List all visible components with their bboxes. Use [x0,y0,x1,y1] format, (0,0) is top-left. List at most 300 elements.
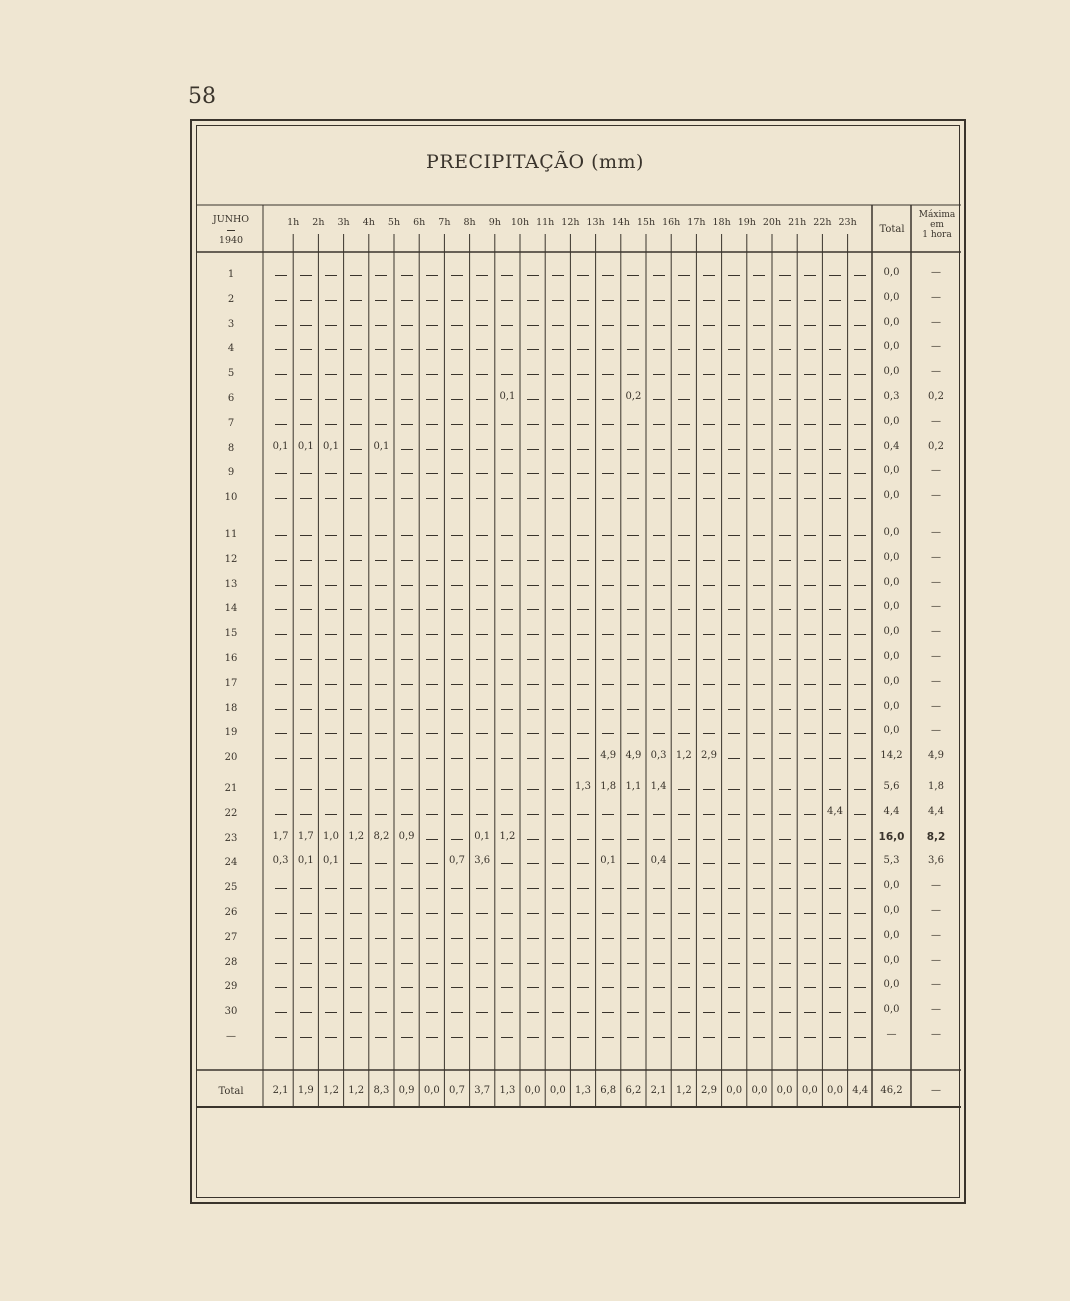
empty-cell-dash [552,733,564,734]
row-total: 0,0 [883,700,900,712]
empty-cell-dash [829,325,841,326]
row-total: 0,0 [883,316,900,328]
empty-cell-dash [325,684,337,685]
empty-cell-dash [653,839,665,840]
row-day-label: 11 [224,529,238,540]
empty-cell-dash [501,987,513,988]
empty-cell-dash [426,374,438,375]
empty-cell-dash [401,1037,413,1038]
empty-cell-dash [602,814,614,815]
table-cell: 1,7 [272,830,289,842]
empty-cell-dash [275,789,287,790]
empty-cell-dash [501,758,513,759]
empty-cell-dash [275,399,287,400]
row-day-label: 30 [224,1006,238,1018]
empty-cell-dash [527,913,539,914]
empty-cell-dash [527,399,539,400]
empty-cell-dash [275,560,287,561]
column-total: 0,0 [726,1085,743,1096]
empty-cell-dash [703,275,715,276]
empty-cell-dash [678,987,690,988]
empty-cell-dash [703,535,715,536]
empty-cell-dash [501,585,513,586]
empty-cell-dash [728,473,740,474]
empty-cell-dash [476,963,488,964]
empty-cell-dash [829,374,841,375]
empty-cell-dash [350,733,362,734]
empty-cell-dash [753,863,765,864]
empty-cell-dash [779,839,791,840]
row-day-label: 27 [224,931,238,943]
empty-cell-dash [401,733,413,734]
empty-cell-dash [300,1012,312,1013]
empty-cell-dash [829,634,841,635]
empty-cell-dash [678,399,690,400]
empty-cell-dash [854,913,866,914]
table-cell: 0,1 [600,855,617,867]
empty-cell-dash [552,498,564,499]
empty-cell-dash [300,814,312,815]
empty-cell-dash [401,938,413,939]
empty-cell-dash [829,684,841,685]
empty-cell-dash [375,585,387,586]
empty-cell-dash [300,560,312,561]
empty-cell-dash [678,913,690,914]
row-total: 0,0 [883,601,900,613]
empty-cell-dash [426,709,438,710]
table-cell: 0,1 [297,440,314,452]
grand-total: 46,2 [880,1085,903,1096]
empty-cell-dash [753,374,765,375]
empty-cell-dash [627,863,639,864]
empty-cell-dash [779,684,791,685]
empty-cell-dash [275,374,287,375]
table-cell: 4,9 [625,750,642,762]
empty-cell-dash [577,913,589,914]
table-cell: 0,1 [323,440,339,452]
empty-cell-dash [804,374,816,375]
empty-cell-dash [627,938,639,939]
empty-cell-dash [753,987,765,988]
empty-cell-dash [703,300,715,301]
empty-cell-dash [627,498,639,499]
hour-header: 13h [586,217,605,228]
empty-cell-dash [375,275,387,276]
empty-cell-dash [728,913,740,914]
empty-cell-dash [451,634,463,635]
column-total: 0,9 [398,1085,415,1096]
empty-cell-dash [703,987,715,988]
empty-cell-dash [350,963,362,964]
row-total: 0,0 [883,929,900,941]
empty-cell-dash [476,814,488,815]
empty-cell-dash [501,814,513,815]
empty-cell-dash [325,1037,337,1038]
table-cell: 0,1 [272,440,289,452]
empty-cell-dash [325,709,337,710]
max-header-line1: Máxima [918,210,956,220]
empty-cell-dash [678,349,690,350]
empty-cell-dash [476,634,488,635]
empty-cell-dash [300,684,312,685]
page-number: 58 [188,84,216,109]
empty-cell-dash [476,758,488,759]
empty-cell-dash [602,1037,614,1038]
empty-cell-dash [804,913,816,914]
max-column-header [913,210,961,240]
empty-cell-dash [426,535,438,536]
empty-cell-dash [350,424,362,425]
empty-cell-dash [577,349,589,350]
empty-cell-dash [804,399,816,400]
empty-cell-dash [602,634,614,635]
empty-cell-dash [577,733,589,734]
empty-cell-dash [552,709,564,710]
empty-cell-dash [678,449,690,450]
empty-cell-dash [627,1012,639,1013]
empty-cell-dash [552,888,564,889]
empty-cell-dash [829,349,841,350]
empty-cell-dash [753,424,765,425]
table-cell: 0,9 [398,830,415,842]
empty-cell-dash [627,814,639,815]
table-cell: 0,1 [499,391,516,402]
empty-cell-dash [627,684,639,685]
row-day-label: 17 [224,677,238,689]
empty-cell-dash [854,987,866,988]
empty-cell-dash [602,275,614,276]
empty-cell-dash [401,659,413,660]
empty-cell-dash [300,659,312,660]
empty-cell-dash [375,733,387,734]
empty-cell-dash [678,839,690,840]
row-max: 3,6 [928,855,944,867]
hour-header: 10h [510,217,530,228]
empty-cell-dash [325,424,337,425]
row-day-label: 20 [224,752,238,764]
empty-cell-dash [678,733,690,734]
empty-cell-dash [602,560,614,561]
empty-cell-dash [401,609,413,610]
empty-cell-dash [275,473,287,474]
empty-cell-dash [350,374,362,375]
row-max: — [931,527,941,538]
empty-cell-dash [577,449,589,450]
empty-cell-dash [375,609,387,610]
empty-cell-dash [350,938,362,939]
empty-cell-dash [350,275,362,276]
empty-cell-dash [426,634,438,635]
empty-cell-dash [552,963,564,964]
row-total: 16,0 [878,830,905,843]
empty-cell-dash [325,758,337,759]
empty-cell-dash [602,733,614,734]
empty-cell-dash [829,913,841,914]
empty-cell-dash [728,963,740,964]
empty-cell-dash [753,473,765,474]
empty-cell-dash [602,498,614,499]
empty-cell-dash [325,963,337,964]
empty-cell-dash [476,684,488,685]
empty-cell-dash [627,709,639,710]
row-max: — [931,291,941,303]
hour-header: 4h [362,217,375,228]
row-day-label: 25 [224,882,238,894]
empty-cell-dash [401,399,413,400]
empty-cell-dash [552,1012,564,1013]
empty-cell-dash [552,349,564,350]
hour-header: 14h [611,217,630,228]
empty-cell-dash [375,987,387,988]
empty-cell-dash [829,733,841,734]
hour-header: 2h [312,217,325,228]
row-day-label: 9 [227,467,235,479]
table-cell: 0,1 [323,855,339,867]
empty-cell-dash [602,535,614,536]
empty-cell-dash [401,498,413,499]
empty-cell-dash [703,733,715,734]
table-cell: 0,2 [625,391,642,402]
row-day-label: 4 [227,343,235,355]
empty-cell-dash [401,449,413,450]
empty-cell-dash [527,1037,539,1038]
empty-cell-dash [325,659,337,660]
empty-cell-dash [350,659,362,660]
empty-cell-dash [476,1037,488,1038]
empty-cell-dash [350,863,362,864]
row-total: 0,3 [883,391,900,402]
empty-cell-dash [703,814,715,815]
empty-cell-dash [527,758,539,759]
empty-cell-dash [577,938,589,939]
empty-cell-dash [426,938,438,939]
empty-cell-dash [350,498,362,499]
empty-cell-dash [602,609,614,610]
empty-cell-dash [552,585,564,586]
empty-cell-dash [753,888,765,889]
empty-cell-dash [728,863,740,864]
empty-cell-dash [350,473,362,474]
row-max: 8,2 [926,830,946,843]
empty-cell-dash [753,560,765,561]
empty-cell-dash [476,585,488,586]
empty-cell-dash [401,275,413,276]
empty-cell-dash [275,659,287,660]
empty-cell-dash [703,709,715,710]
empty-cell-dash [779,535,791,536]
empty-cell-dash [552,814,564,815]
empty-cell-dash [527,424,539,425]
table-cell: 4,4 [827,805,843,817]
empty-cell-dash [779,987,791,988]
empty-cell-dash [653,498,665,499]
empty-cell-dash [552,300,564,301]
empty-cell-dash [854,758,866,759]
empty-cell-dash [527,634,539,635]
empty-cell-dash [401,987,413,988]
empty-cell-dash [829,585,841,586]
row-total: 0,0 [883,651,900,662]
empty-cell-dash [678,498,690,499]
row-max: — [931,1004,941,1016]
empty-cell-dash [426,498,438,499]
empty-cell-dash [501,498,513,499]
empty-cell-dash [627,473,639,474]
empty-cell-dash [426,560,438,561]
empty-cell-dash [300,424,312,425]
table-cell: 1,3 [575,781,591,792]
row-max: — [931,316,941,328]
row-total: 0,0 [883,527,900,538]
column-total: 2,9 [701,1085,717,1096]
empty-cell-dash [602,987,614,988]
empty-cell-dash [426,659,438,660]
empty-cell-dash [653,913,665,914]
empty-cell-dash [501,733,513,734]
empty-cell-dash [703,325,715,326]
row-max: — [931,601,941,613]
empty-cell-dash [476,938,488,939]
empty-cell-dash [325,1012,337,1013]
empty-cell-dash [300,789,312,790]
empty-cell-dash [300,938,312,939]
empty-cell-dash [804,888,816,889]
empty-cell-dash [501,1037,513,1038]
empty-cell-dash [476,325,488,326]
empty-cell-dash [703,634,715,635]
empty-cell-dash [275,349,287,350]
empty-cell-dash [577,1012,589,1013]
empty-cell-dash [501,938,513,939]
empty-cell-dash [804,863,816,864]
empty-cell-dash [401,634,413,635]
empty-cell-dash [401,300,413,301]
empty-cell-dash [577,987,589,988]
empty-cell-dash [476,349,488,350]
row-day-label: 2 [227,293,235,305]
column-total: 1,2 [675,1085,692,1096]
empty-cell-dash [728,1037,740,1038]
empty-cell-dash [703,1037,715,1038]
empty-cell-dash [350,349,362,350]
empty-cell-dash [753,498,765,499]
empty-cell-dash [350,814,362,815]
empty-cell-dash [375,349,387,350]
empty-cell-dash [703,473,715,474]
empty-cell-dash [627,839,639,840]
empty-cell-dash [627,585,639,586]
empty-cell-dash [401,758,413,759]
empty-cell-dash [829,987,841,988]
column-total: 1,3 [499,1085,516,1096]
empty-cell-dash [653,733,665,734]
row-max: — [931,905,941,916]
row-max: — [931,366,941,378]
table-cell: 0,3 [650,750,667,762]
empty-cell-dash [653,374,665,375]
empty-cell-dash [829,535,841,536]
empty-cell-dash [501,424,513,425]
row-max: — [931,700,941,712]
empty-cell-dash [325,609,337,610]
hour-header: 11h [536,217,555,228]
row-total: 0,0 [883,291,900,303]
empty-cell-dash [804,498,816,499]
empty-cell-dash [451,684,463,685]
empty-cell-dash [703,839,715,840]
empty-cell-dash [426,814,438,815]
empty-cell-dash [854,585,866,586]
empty-cell-dash [527,449,539,450]
row-day-label: 10 [224,492,238,504]
empty-cell-dash [728,839,740,840]
empty-cell-dash [804,1037,816,1038]
empty-cell-dash [451,399,463,400]
empty-cell-dash [325,987,337,988]
empty-cell-dash [451,789,463,790]
column-total: 1,2 [348,1085,365,1096]
empty-cell-dash [476,449,488,450]
empty-cell-dash [552,758,564,759]
empty-cell-dash [426,1037,438,1038]
empty-cell-dash [527,609,539,610]
empty-cell-dash [753,609,765,610]
empty-cell-dash [426,275,438,276]
empty-cell-dash [602,585,614,586]
empty-cell-dash [602,374,614,375]
empty-cell-dash [350,709,362,710]
empty-cell-dash [552,473,564,474]
empty-cell-dash [426,684,438,685]
empty-cell-dash [703,1012,715,1013]
empty-cell-dash [577,684,589,685]
row-total: 0,0 [883,675,900,687]
empty-cell-dash [653,1037,665,1038]
row-max: — [931,651,941,662]
empty-cell-dash [779,560,791,561]
row-max: — [931,1029,941,1040]
empty-cell-dash [426,325,438,326]
empty-cell-dash [350,1012,362,1013]
row-total: 5,6 [883,781,900,792]
empty-cell-dash [501,1012,513,1013]
empty-cell-dash [476,275,488,276]
empty-cell-dash [451,888,463,889]
empty-cell-dash [401,560,413,561]
empty-cell-dash [829,399,841,400]
empty-cell-dash [325,498,337,499]
table-cell: 0,1 [474,830,491,842]
row-day-label: 22 [224,807,238,819]
empty-cell-dash [426,963,438,964]
empty-cell-dash [804,585,816,586]
empty-cell-dash [854,709,866,710]
empty-cell-dash [527,814,539,815]
empty-cell-dash [854,888,866,889]
empty-cell-dash [501,684,513,685]
row-total: — [886,1029,897,1040]
empty-cell-dash [678,634,690,635]
column-total: 1,9 [297,1085,314,1096]
empty-cell-dash [501,349,513,350]
empty-cell-dash [375,1037,387,1038]
empty-cell-dash [527,560,539,561]
empty-cell-dash [602,449,614,450]
empty-cell-dash [804,758,816,759]
empty-cell-dash [854,963,866,964]
empty-cell-dash [753,789,765,790]
empty-cell-dash [350,560,362,561]
